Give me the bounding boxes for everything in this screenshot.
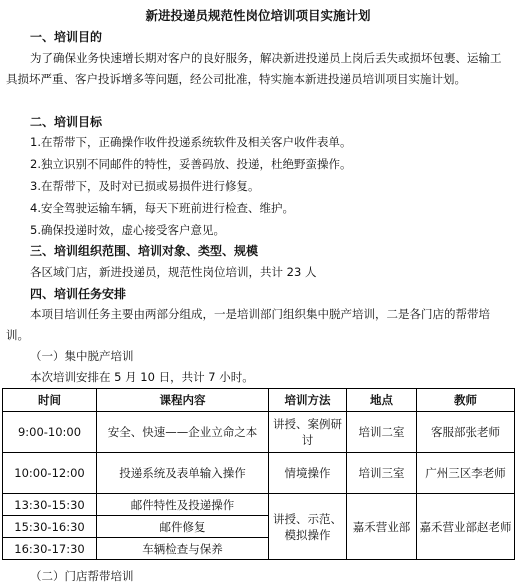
cell-teacher: 广州三区李老师 bbox=[417, 453, 515, 494]
table-row bbox=[3, 453, 515, 494]
header-time: 时间 bbox=[3, 389, 97, 412]
cell-place: 培训三室 bbox=[347, 453, 417, 494]
cell-content: 邮件修复 bbox=[97, 516, 269, 538]
cell-content: 车辆检查与保养 bbox=[97, 538, 269, 560]
purpose-paragraph: 为了确保业务快速增长期对客户的良好服务，解决新进投递员上岗后丢失或损坏包裹、运输工具损坏严重、客户投诉增多等问题，经公司批准，特实施本新进投递员培训项目实施计划。 bbox=[6, 51, 502, 86]
cell-time: 10:00-12:00 bbox=[3, 453, 97, 494]
section-heading-purpose: 一、培训目的 bbox=[30, 30, 103, 44]
header-method: 培训方法 bbox=[269, 389, 347, 412]
cell-time: 9:00-10:00 bbox=[3, 412, 97, 453]
cell-content: 安全、快速——企业立命之本 bbox=[97, 412, 269, 453]
cell-place: 嘉禾营业部 bbox=[347, 494, 417, 560]
header-teacher: 教师 bbox=[417, 389, 515, 412]
header-place: 地点 bbox=[347, 389, 417, 412]
header-content: 课程内容 bbox=[97, 389, 269, 412]
cell-time: 16:30-17:30 bbox=[3, 538, 97, 560]
cell-content: 邮件特性及投递操作 bbox=[97, 494, 269, 516]
goal-item-3: 3.在帮带下，及时对已损或易损件进行修复。 bbox=[30, 179, 260, 193]
section-heading-scope: 三、培训组织范围、培训对象、类型、规模 bbox=[30, 244, 259, 258]
subsection-centralized-training: （一）集中脱产培训 bbox=[30, 349, 134, 363]
cell-teacher: 客服部张老师 bbox=[417, 412, 515, 453]
section-heading-tasks: 四、培训任务安排 bbox=[30, 287, 127, 301]
goal-item-4: 4.安全驾驶运输车辆，每天下班前进行检查、维护。 bbox=[30, 201, 294, 215]
task-paragraph: 本项目培训任务主要由两部分组成，一是培训部门组织集中脱产培训，二是各门店的帮带培训。 bbox=[6, 307, 490, 342]
cell-place: 培训二室 bbox=[347, 412, 417, 453]
goal-item-1: 1.在帮带下，正确操作收件投递系统软件及相关客户收件表单。 bbox=[30, 135, 352, 149]
table-header-row bbox=[3, 389, 515, 412]
cell-time: 13:30-15:30 bbox=[3, 494, 97, 516]
table-row bbox=[3, 412, 515, 453]
cell-time: 15:30-16:30 bbox=[3, 516, 97, 538]
document-title: 新进投递员规范性岗位培训项目实施计划 bbox=[145, 8, 371, 23]
goal-item-5: 5.确保投递时效，虚心接受客户意见。 bbox=[30, 223, 225, 237]
table-row bbox=[3, 494, 515, 516]
section-heading-goals: 二、培训目标 bbox=[30, 115, 103, 129]
cell-method: 讲授、示范、模拟操作 bbox=[269, 494, 347, 560]
cell-method: 讲授、案例研讨 bbox=[269, 412, 347, 453]
subsection-store-mentoring: （二）门店帮带培训 bbox=[30, 569, 134, 583]
goal-item-2: 2.独立识别不同邮件的特性，妥善码放、投递，杜绝野蛮操作。 bbox=[30, 157, 352, 171]
cell-method: 情境操作 bbox=[269, 453, 347, 494]
cell-content: 投递系统及表单输入操作 bbox=[97, 453, 269, 494]
scope-text: 各区域门店，新进投递员，规范性岗位培训，共计 23 人 bbox=[30, 265, 317, 279]
schedule-note: 本次培训安排在 5 月 10 日，共计 7 小时。 bbox=[30, 370, 254, 384]
schedule-table bbox=[2, 388, 515, 560]
cell-teacher: 嘉禾营业部赵老师 bbox=[417, 494, 515, 560]
